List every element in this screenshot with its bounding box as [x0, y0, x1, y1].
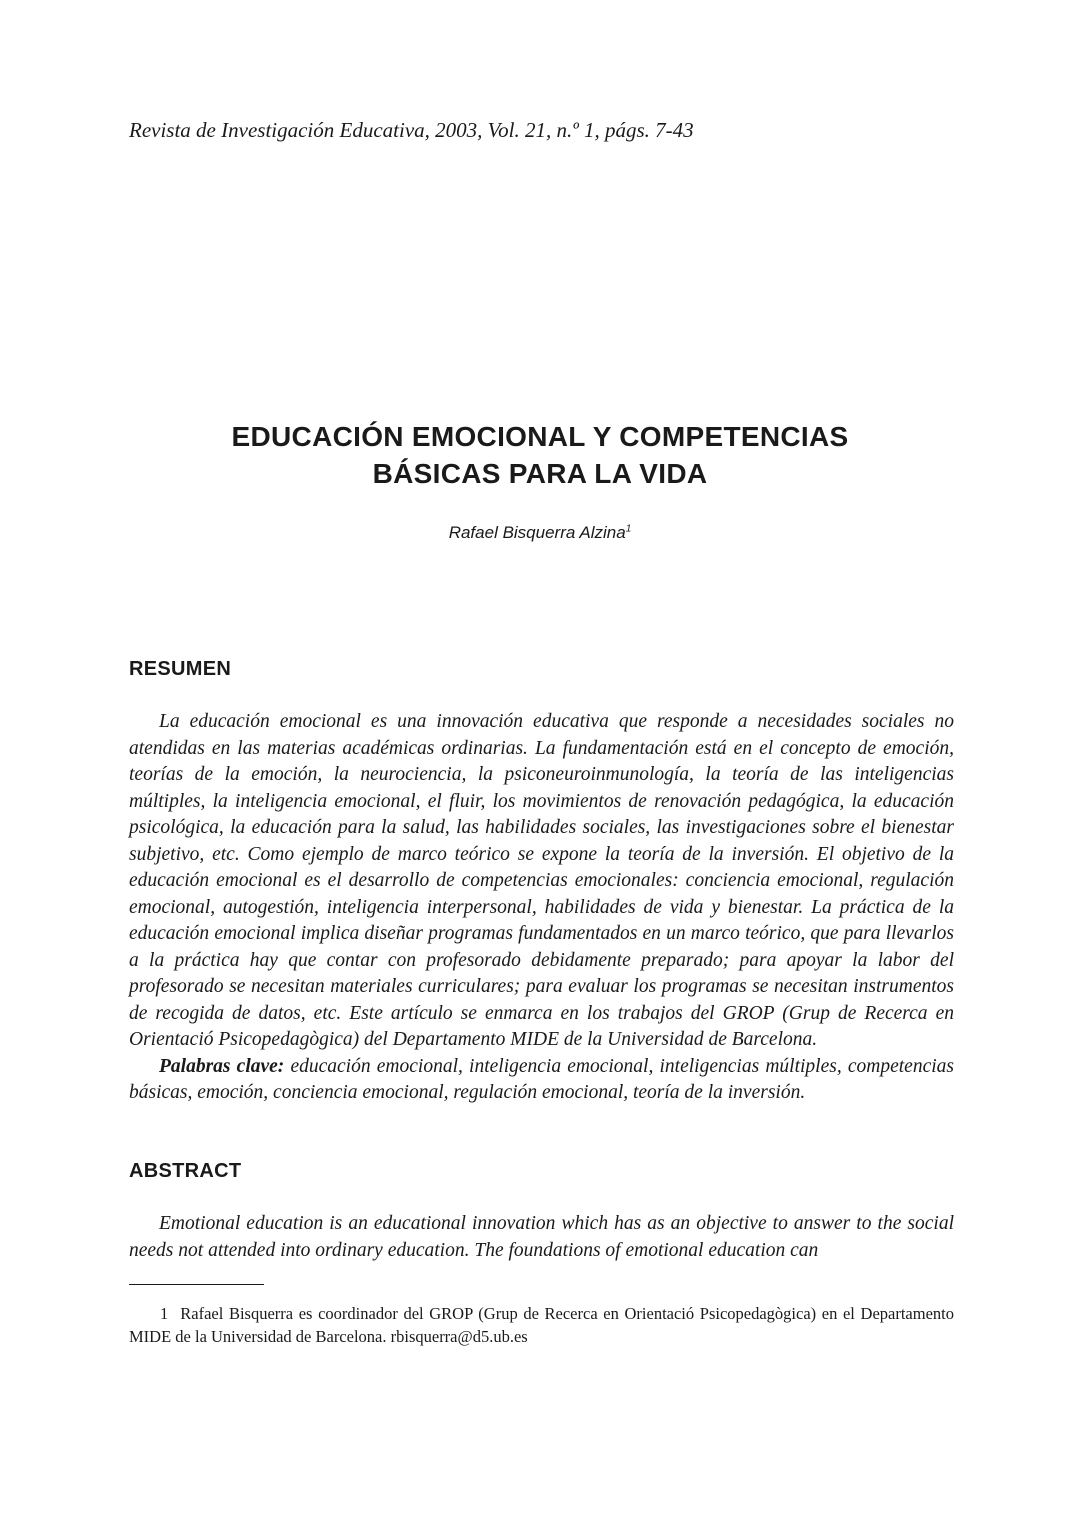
footnote-text: Rafael Bisquerra es coordinador del GROP (Grup de Recerca en Orientació Psicopedagògica) en el Departamento MIDE de la Universidad de Barcelona. rbisquerra@d5.ub.es [129, 1304, 954, 1346]
journal-citation: Revista de Investigación Educativa, 2003, Vol. 21, n.º 1, págs. 7-43 [129, 118, 694, 142]
author-byline [0, 522, 1080, 544]
abstract-section [129, 1211, 954, 1264]
abstract-paragraph: Emotional education is an educational innovation which has as an objective to answer to the social needs not attended into ordinary education. The foundations of emotional education can [129, 1213, 954, 1261]
footnote [129, 1302, 954, 1348]
resumen-section [129, 709, 954, 1107]
author-name: Rafael Bisquerra Alzina [448, 523, 626, 542]
footnote-divider [129, 1284, 264, 1285]
resumen-paragraph: La educación emocional es una innovación educativa que responde a necesidades sociales no atendidas en las materias académicas ordinarias. La fundamentación está en el concepto de emoción, teorías de la emoción, la neurociencia, la psiconeuroinmunología, la teoría de las inteligencias múltiples, la inteligencia emocional, el fluir, los movimientos de renovación pedagógica, la educación psicológica, la educación para la salud, las habilidades sociales, las investigaciones sobre el bienestar subjetivo, etc. Como ejemplo de marco teórico se expone la teoría de la inversión. El objetivo de la educación emocional es el desarrollo de competencias emocionales: conciencia emocional, regulación emocional, autogestión, inteligencia interpersonal, habilidades de vida y bienestar. La práctica de la educación emocional implica diseñar programas fundamentados en un marco teórico, que para llevarlos a la práctica hay que contar con profesorado debidamente preparado; para apoyar la labor del profesorado se necesitan materiales curriculares; para evaluar los programas se necesitan instrumentos de recogida de datos, etc. Este artículo se enmarca en los trabajos del GROP (Grup de Recerca en Orientació Psicopedagògica) del Departamento MIDE de la Universidad de Barcelona. [129, 711, 954, 1050]
article-title [0, 418, 1080, 492]
footnote-number: 1 [160, 1304, 169, 1323]
author-footnote-mark: 1 [625, 523, 632, 535]
keywords-paragraph [129, 1054, 954, 1107]
keywords-label: Palabras clave: [159, 1055, 285, 1077]
keywords-list: educación emocional, inteligencia emocional, inteligencias múltiples, competencias básicas, emoción, conciencia emocional, regulación emocional, teoría de la inversión. [129, 1055, 954, 1103]
article-title-line-2: BÁSICAS PARA LA VIDA [372, 458, 708, 489]
article-title-line-1: EDUCACIÓN EMOCIONAL Y COMPETENCIAS [231, 421, 849, 452]
resumen-heading: RESUMEN [129, 658, 232, 680]
abstract-heading: ABSTRACT [129, 1160, 242, 1182]
